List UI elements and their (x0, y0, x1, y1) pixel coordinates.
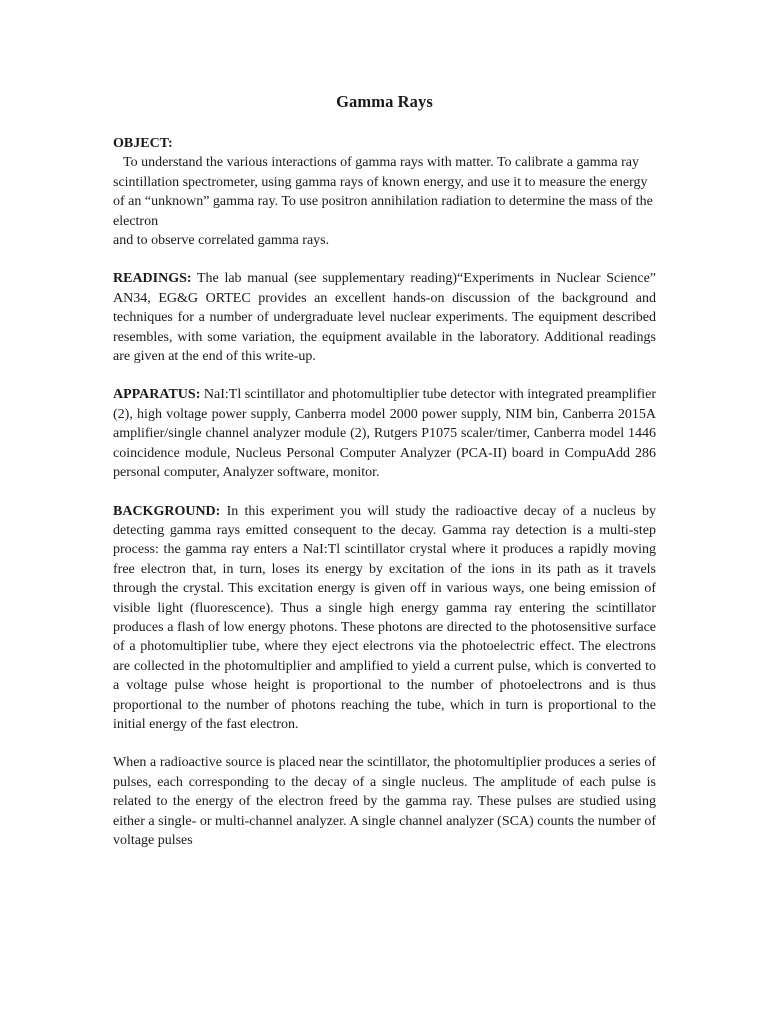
readings-paragraph (113, 269, 656, 366)
paragraph-five-section (113, 753, 656, 850)
object-heading: OBJECT: (113, 136, 173, 151)
readings-section (113, 269, 656, 366)
background-paragraph (113, 502, 656, 735)
apparatus-section (113, 385, 656, 482)
object-text: To understand the various interactions of gamma rays with matter. To calibrate a gamma ray scintillation spectrometer, using gamma rays of known energy, and use it to measure the energy of an “unknown” gamma ray. To use positron annihilation radiation to determine the mass of the electron (113, 155, 653, 229)
object-section (113, 134, 656, 250)
document-page (113, 92, 656, 850)
background-text: In this experiment you will study the radioactive decay of a nucleus by detecting gamma rays emitted consequent to the decay. Gamma ray detection is a multi-step process: the gamma ray enters a NaI:Tl scintillator crystal where it produces a rapidly moving free electron that, in turn, loses its energy by excitation of the ions in its path as it travels through the crystal. This excitation energy is given off in various ways, one being emission of visible light (fluorescence). Thus a single high energy gamma ray entering the scintillator produces a flash of low energy photons. These photons are directed to the photosensitive surface of a photomultiplier tube, where they eject electrons via the photoelectric effect. The electrons are collected in the photomultiplier and amplified to yield a current pulse, which is converted to a voltage pulse whose height is proportional to the number of photoelectrons and is thus proportional to the number of photons reaching the tube, which in turn is proportional to the initial energy of the fast electron. (113, 503, 656, 732)
readings-heading: READINGS: (113, 271, 192, 287)
readings-text: The lab manual (see supplementary reading)“Experiments in Nuclear Science” AN34, EG&G ORTEC provides an excellent hands-on discussion of the background and techniques for a number of undergraduate level nuclear experiments. The equipment described resembles, with some variation, the equipment available in the laboratory. Additional readings are given at the end of this write-up. (113, 271, 656, 365)
background-section (113, 502, 656, 735)
paragraph-five: When a radioactive source is placed near the scintillator, the photomultiplier produces a series of pulses, each corresponding to the decay of a single nucleus. The amplitude of each pulse is related to the energy of the electron freed by the gamma ray. These pulses are studied using either a single- or multi-channel analyzer. A single channel analyzer (SCA) counts the number of voltage pulses (113, 755, 656, 848)
object-heading-line (113, 134, 656, 153)
background-heading: BACKGROUND: (113, 503, 221, 519)
apparatus-paragraph (113, 385, 656, 482)
apparatus-heading: APPARATUS: (113, 387, 201, 403)
object-text-last-line: and to observe correlated gamma rays. (113, 233, 330, 249)
document-title: Gamma Rays (336, 92, 433, 111)
apparatus-text: NaI:Tl scintillator and photomultiplier tube detector with integrated preamplifier (2), high voltage power supply, Canberra model 2000 power supply, NIM bin, Canberra 2015A amplifier/single channel analyzer module (2), Rutgers P1075 scaler/timer, Canberra model 1446 coincidence module, Nucleus Personal Computer Analyzer (PCA-II) board in CompuAdd 286 personal computer, Analyzer software, monitor. (113, 387, 656, 481)
